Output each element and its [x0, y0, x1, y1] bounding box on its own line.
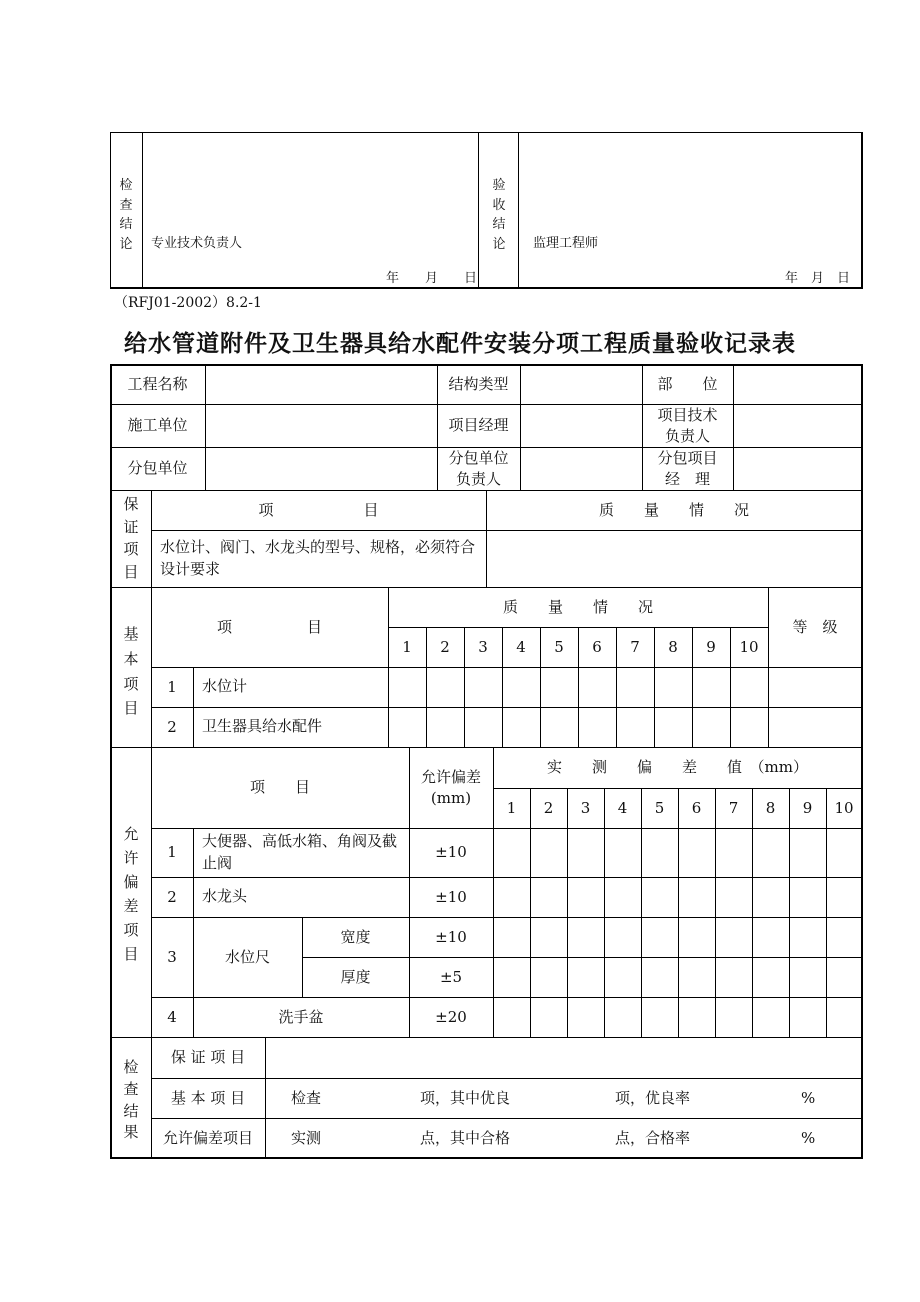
result-basic-pct: %	[801, 1089, 816, 1107]
form-code: （RFJ01-2002）8.2-1	[114, 295, 262, 311]
deviation-row-number: 4	[167, 1007, 177, 1026]
basic-item-header: 项 目	[216, 617, 322, 636]
result-basic-label: 基 本 项 目	[170, 1088, 246, 1107]
construction-unit-label: 施工单位	[127, 416, 188, 434]
deviation-row-tolerance: ±10	[435, 887, 467, 906]
deviation-row-tolerance: ±20	[435, 1007, 467, 1026]
result-basic-check: 检查	[291, 1089, 322, 1107]
subcontract-pm-label: 分包项目经 理	[657, 448, 718, 488]
result-deviation-qualified: 点，其中合格	[420, 1129, 511, 1147]
deviation-col-number: 6	[691, 798, 702, 817]
deviation-subrow-name: 厚度	[340, 967, 371, 986]
guarantee-item-header: 项 目	[258, 500, 379, 519]
page-title: 给水管道附件及卫生器具给水配件安装分项工程质量验收记录表	[124, 330, 796, 357]
result-deviation-rate: 点，合格率	[615, 1129, 691, 1147]
deviation-measured-header: 实 测 偏 差 值 （mm）	[547, 758, 808, 776]
basic-grade-header: 等 级	[792, 617, 838, 636]
deviation-row-name: 水龙头	[202, 887, 248, 906]
check-date: 年 月 日	[386, 271, 478, 286]
deviation-subrow-name: 宽度	[340, 927, 371, 946]
basic-col-number: 6	[592, 637, 602, 656]
conclusion-divider	[142, 132, 143, 289]
acceptance-date: 年 月 日	[785, 271, 851, 286]
basic-col-number: 4	[516, 637, 526, 656]
result-deviation-measured: 实测	[291, 1129, 322, 1147]
basic-row-number: 1	[167, 677, 177, 696]
deviation-col-number: 5	[654, 798, 665, 817]
check-conclusion-label: 检查结论	[119, 178, 133, 252]
deviation-allow-header: 允许偏差(mm)	[420, 767, 481, 807]
result-guarantee-label: 保 证 项 目	[170, 1048, 246, 1066]
conclusion-divider	[518, 132, 519, 289]
subcontract-unit-label: 分包单位	[127, 459, 188, 477]
deviation-row-number: 3	[167, 947, 177, 966]
supervisor-signature-label: 监理工程师	[533, 236, 599, 251]
conclusion-divider	[478, 132, 479, 289]
deviation-row-number: 2	[167, 887, 177, 906]
deviation-col-number: 10	[834, 798, 854, 817]
basic-col-number: 8	[668, 637, 678, 656]
basic-col-number: 7	[630, 637, 640, 656]
acceptance-conclusion-label: 验收结论	[492, 178, 506, 252]
tech-lead-signature-label: 专业技术负责人	[151, 236, 243, 251]
deviation-section-label: 允许偏差项目	[123, 825, 139, 963]
deviation-col-number: 4	[617, 798, 628, 817]
guarantee-quality-header: 质 量 情 况	[598, 500, 749, 519]
structure-type-label: 结构类型	[448, 374, 509, 393]
conclusion-block	[110, 132, 863, 289]
basic-col-number: 5	[554, 637, 564, 656]
deviation-col-number: 7	[728, 798, 739, 817]
deviation-row-tolerance: ±5	[439, 967, 463, 986]
result-basic-rate: 项，优良率	[615, 1089, 691, 1107]
project-name-label: 工程名称	[127, 374, 188, 393]
basic-section-label: 基本项目	[123, 625, 139, 718]
deviation-col-number: 3	[580, 798, 591, 817]
guarantee-item-text: 水位计、阀门、水龙头的型号、规格，必须符合设计要求	[160, 537, 476, 578]
deviation-col-number: 2	[543, 798, 554, 817]
basic-row-name: 卫生器具给水配件	[202, 717, 323, 736]
deviation-row-tolerance: ±10	[435, 927, 467, 946]
deviation-row-name: 大便器、高低水箱、角阀及截止阀	[202, 831, 398, 872]
deviation-col-number: 8	[765, 798, 776, 817]
deviation-row-name: 水位尺	[224, 947, 270, 966]
result-basic-excellent: 项，其中优良	[420, 1089, 511, 1107]
basic-row-name: 水位计	[202, 677, 248, 696]
result-section-label: 检查结果	[123, 1058, 139, 1142]
basic-col-number: 3	[478, 637, 488, 656]
project-tech-lead-label: 项目技术负责人	[657, 405, 718, 445]
result-deviation-label: 允许偏差项目	[162, 1129, 253, 1147]
basic-row-number: 2	[167, 717, 177, 736]
position-label: 部 位	[657, 374, 718, 393]
deviation-col-number: 9	[802, 798, 813, 817]
deviation-row-name: 洗手盆	[278, 1007, 324, 1026]
subcontract-lead-label: 分包单位负责人	[448, 448, 509, 488]
basic-col-number: 10	[739, 637, 759, 656]
guarantee-section-label: 保证项目	[123, 495, 139, 581]
deviation-row-tolerance: ±10	[435, 843, 467, 861]
deviation-row-number: 1	[167, 843, 177, 861]
deviation-item-header: 项 目	[249, 778, 310, 796]
basic-col-number: 2	[440, 637, 450, 656]
basic-col-number: 1	[402, 637, 412, 656]
project-manager-label: 项目经理	[448, 416, 509, 434]
deviation-col-number: 1	[506, 798, 517, 817]
basic-col-number: 9	[706, 637, 716, 656]
basic-quality-header: 质 量 情 况	[502, 597, 653, 616]
result-deviation-pct: %	[801, 1129, 816, 1147]
